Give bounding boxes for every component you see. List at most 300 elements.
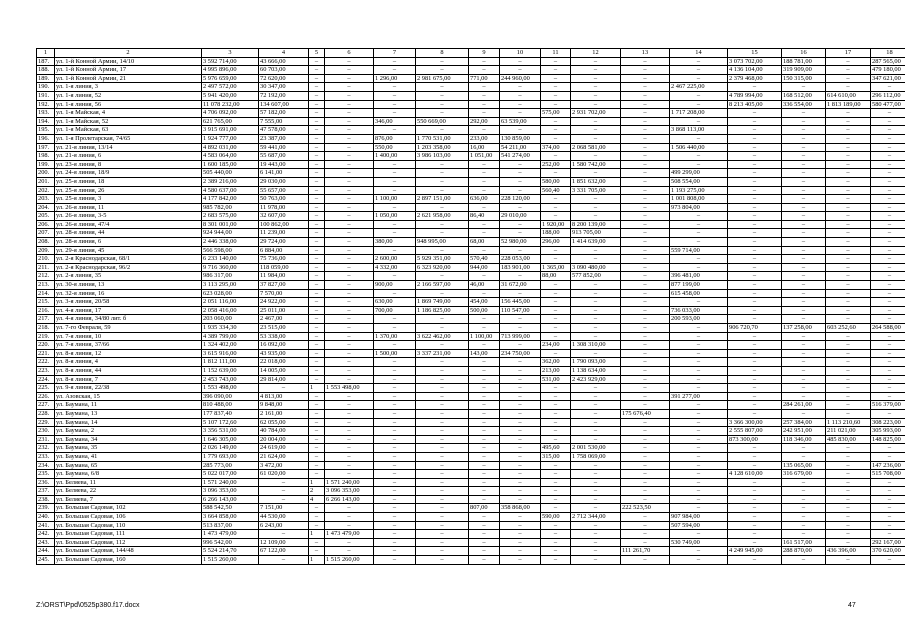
table-cell: – bbox=[571, 504, 621, 513]
table-cell: 23 387,00 bbox=[259, 134, 309, 143]
table-cell: 1 935 334,30 bbox=[202, 324, 259, 333]
table-cell: – bbox=[541, 195, 571, 204]
table-cell: – bbox=[670, 401, 728, 410]
table-cell: 224. bbox=[37, 375, 55, 384]
table-cell: – bbox=[670, 152, 728, 161]
table-cell: – bbox=[670, 409, 728, 418]
table-cell: – bbox=[728, 160, 782, 169]
table-cell: – bbox=[325, 229, 374, 238]
table-cell: – bbox=[826, 195, 871, 204]
table-cell: – bbox=[469, 478, 500, 487]
table-cell: – bbox=[571, 134, 621, 143]
table-cell: – bbox=[571, 461, 621, 470]
table-cell: – bbox=[500, 427, 541, 436]
table-cell: 233. bbox=[37, 452, 55, 461]
table-cell: – bbox=[416, 177, 469, 186]
table-cell: – bbox=[826, 521, 871, 530]
table-cell: – bbox=[782, 366, 826, 375]
table-cell: – bbox=[826, 177, 871, 186]
table-cell: – bbox=[782, 272, 826, 281]
table-cell: – bbox=[871, 160, 905, 169]
table-cell: 221. bbox=[37, 349, 55, 358]
table-cell: – bbox=[728, 358, 782, 367]
table-cell: 1 365,00 bbox=[541, 263, 571, 272]
table-cell: 3 113 295,00 bbox=[202, 281, 259, 290]
table-cell: – bbox=[571, 487, 621, 496]
table-cell: – bbox=[541, 117, 571, 126]
table-cell: 200. bbox=[37, 169, 55, 178]
table-cell: – bbox=[469, 126, 500, 135]
table-cell: – bbox=[309, 538, 325, 547]
table-cell: 252,00 bbox=[541, 160, 571, 169]
table-cell: – bbox=[309, 332, 325, 341]
table-cell: 9 848,00 bbox=[259, 401, 309, 410]
table-cell: – bbox=[374, 375, 416, 384]
table-cell: 2 058 416,00 bbox=[202, 306, 259, 315]
table-cell: – bbox=[826, 470, 871, 479]
table-cell: ул. 29-я линия, 45 bbox=[55, 246, 202, 255]
table-cell: – bbox=[670, 366, 728, 375]
table-cell: – bbox=[416, 530, 469, 539]
table-cell: 986 317,00 bbox=[202, 272, 259, 281]
table-cell: 183 901,00 bbox=[500, 263, 541, 272]
table-cell: – bbox=[500, 444, 541, 453]
table-cell: – bbox=[782, 255, 826, 264]
table-cell: ул. 23-я линия, 8 bbox=[55, 160, 202, 169]
table-cell: – bbox=[871, 255, 905, 264]
table-cell: – bbox=[871, 289, 905, 298]
table-cell: – bbox=[374, 401, 416, 410]
table-cell: – bbox=[309, 418, 325, 427]
table-cell: 1 812 111,00 bbox=[202, 358, 259, 367]
table-cell: – bbox=[469, 547, 500, 556]
table-cell: 4 bbox=[309, 495, 325, 504]
table-cell: – bbox=[571, 91, 621, 100]
table-cell: – bbox=[728, 83, 782, 92]
table-cell: 1 779 693,00 bbox=[202, 452, 259, 461]
table-cell: – bbox=[325, 461, 374, 470]
table-cell: 111 261,70 bbox=[621, 547, 670, 556]
table-cell: – bbox=[728, 366, 782, 375]
table-cell: 20 004,00 bbox=[259, 435, 309, 444]
table-cell: – bbox=[621, 418, 670, 427]
table-cell: 4 177 842,00 bbox=[202, 195, 259, 204]
table-cell: – bbox=[728, 384, 782, 393]
table-cell: – bbox=[621, 238, 670, 247]
table-cell: – bbox=[309, 547, 325, 556]
table-cell: 161 517,00 bbox=[782, 538, 826, 547]
table-cell: 6 141,00 bbox=[259, 169, 309, 178]
table-cell: – bbox=[728, 401, 782, 410]
table-cell: – bbox=[571, 169, 621, 178]
table-cell: – bbox=[541, 100, 571, 109]
table-cell: – bbox=[309, 229, 325, 238]
header-cell: 14 bbox=[670, 49, 728, 58]
table-cell: 2 166 597,00 bbox=[416, 281, 469, 290]
table-cell: – bbox=[871, 152, 905, 161]
table-cell: – bbox=[374, 246, 416, 255]
table-cell: – bbox=[871, 332, 905, 341]
table-cell: ул. Баумана, 11 bbox=[55, 401, 202, 410]
table-cell: – bbox=[621, 366, 670, 375]
table-cell: – bbox=[469, 169, 500, 178]
table-cell: – bbox=[871, 513, 905, 522]
table-cell: – bbox=[871, 478, 905, 487]
table-cell: 1 bbox=[309, 556, 325, 565]
table-cell: – bbox=[541, 487, 571, 496]
table-cell: 973 804,00 bbox=[670, 203, 728, 212]
table-cell: – bbox=[621, 177, 670, 186]
table-cell: – bbox=[325, 341, 374, 350]
table-cell: 61 020,00 bbox=[259, 470, 309, 479]
table-cell: – bbox=[728, 272, 782, 281]
table-cell: – bbox=[309, 392, 325, 401]
table-cell: – bbox=[826, 530, 871, 539]
table-cell: 110 547,00 bbox=[500, 306, 541, 315]
table-cell: 1 553 498,00 bbox=[325, 384, 374, 393]
table-cell: 55 657,00 bbox=[259, 186, 309, 195]
table-cell: – bbox=[571, 392, 621, 401]
table-cell: – bbox=[871, 375, 905, 384]
table-cell: – bbox=[416, 57, 469, 66]
table-cell: 580,00 bbox=[541, 177, 571, 186]
table-cell: – bbox=[728, 513, 782, 522]
table-cell: – bbox=[621, 341, 670, 350]
table-cell: – bbox=[309, 238, 325, 247]
table-cell: – bbox=[728, 332, 782, 341]
table-cell: 900,00 bbox=[374, 281, 416, 290]
table-cell: 396 481,00 bbox=[670, 272, 728, 281]
table-cell: – bbox=[871, 220, 905, 229]
header-cell: 13 bbox=[621, 49, 670, 58]
table-cell: ул. 8-я линия, 44 bbox=[55, 366, 202, 375]
table-cell: 2 931 702,00 bbox=[571, 109, 621, 118]
data-table bbox=[36, 48, 905, 565]
table-cell: – bbox=[500, 83, 541, 92]
table-cell: – bbox=[728, 126, 782, 135]
table-cell: – bbox=[469, 289, 500, 298]
table-cell: – bbox=[416, 229, 469, 238]
table-cell: 86,40 bbox=[469, 212, 500, 221]
table-row bbox=[37, 169, 905, 178]
table-cell: ул. 1-й Конной Армии, 17 bbox=[55, 66, 202, 75]
table-cell: ул. 25-я линия, 18 bbox=[55, 177, 202, 186]
table-cell: – bbox=[541, 281, 571, 290]
table-cell: 236. bbox=[37, 478, 55, 487]
table-cell: – bbox=[621, 332, 670, 341]
table-cell: – bbox=[670, 238, 728, 247]
table-cell: 188. bbox=[37, 66, 55, 75]
table-cell: 29 030,00 bbox=[259, 177, 309, 186]
table-cell: 16 092,00 bbox=[259, 341, 309, 350]
table-cell: – bbox=[416, 366, 469, 375]
table-cell: – bbox=[500, 366, 541, 375]
table-cell: – bbox=[571, 74, 621, 83]
table-cell: – bbox=[728, 281, 782, 290]
table-cell: – bbox=[782, 487, 826, 496]
table-cell: – bbox=[416, 521, 469, 530]
table-cell: – bbox=[541, 91, 571, 100]
table-cell: – bbox=[500, 246, 541, 255]
table-cell: – bbox=[309, 117, 325, 126]
table-cell: – bbox=[309, 134, 325, 143]
table-row bbox=[37, 521, 905, 530]
table-cell: 30 347,00 bbox=[259, 83, 309, 92]
table-cell: – bbox=[571, 117, 621, 126]
table-cell: ул. 3-я линия, 20/58 bbox=[55, 298, 202, 307]
table-cell: 2 423 929,00 bbox=[571, 375, 621, 384]
table-cell: – bbox=[325, 186, 374, 195]
header-cell: 10 bbox=[500, 49, 541, 58]
table-cell: – bbox=[325, 212, 374, 221]
table-cell: 1 186 825,00 bbox=[416, 306, 469, 315]
table-row bbox=[37, 384, 905, 393]
table-cell: ул. 25-я линия, 3 bbox=[55, 195, 202, 204]
table-row bbox=[37, 530, 905, 539]
table-cell: – bbox=[871, 134, 905, 143]
table-cell: – bbox=[621, 452, 670, 461]
table-cell: – bbox=[826, 66, 871, 75]
table-cell: – bbox=[670, 229, 728, 238]
table-cell: – bbox=[621, 134, 670, 143]
header-cell: 5 bbox=[309, 49, 325, 58]
table-cell: – bbox=[782, 384, 826, 393]
table-cell: – bbox=[621, 401, 670, 410]
table-cell: 11 239,00 bbox=[259, 229, 309, 238]
table-cell: – bbox=[871, 126, 905, 135]
header-cell: 17 bbox=[826, 49, 871, 58]
table-cell: – bbox=[670, 332, 728, 341]
table-cell: – bbox=[541, 255, 571, 264]
table-cell: – bbox=[416, 83, 469, 92]
table-cell: 194. bbox=[37, 117, 55, 126]
table-cell: – bbox=[571, 246, 621, 255]
table-cell: – bbox=[670, 160, 728, 169]
table-row bbox=[37, 556, 905, 565]
table-cell: 11 978,00 bbox=[259, 203, 309, 212]
table-cell: 191. bbox=[37, 91, 55, 100]
table-cell: 240. bbox=[37, 513, 55, 522]
table-cell: – bbox=[469, 203, 500, 212]
table-cell: – bbox=[826, 229, 871, 238]
table-cell: – bbox=[469, 109, 500, 118]
table-cell: – bbox=[541, 298, 571, 307]
table-cell: ул. 1-я Пролетарская, 74/65 bbox=[55, 134, 202, 143]
table-cell: 559 714,00 bbox=[670, 246, 728, 255]
table-cell: – bbox=[309, 452, 325, 461]
table-cell: – bbox=[541, 384, 571, 393]
table-cell: – bbox=[871, 109, 905, 118]
table-cell: 1 580 742,00 bbox=[571, 160, 621, 169]
table-cell: 1 050,00 bbox=[374, 212, 416, 221]
table-cell: – bbox=[469, 495, 500, 504]
table-cell: ул. 7-я линия, 37/66 bbox=[55, 341, 202, 350]
table-cell: – bbox=[826, 444, 871, 453]
table-cell: 215. bbox=[37, 298, 55, 307]
table-cell: 29 814,00 bbox=[259, 375, 309, 384]
table-cell: 4 249 945,00 bbox=[728, 547, 782, 556]
table-cell: – bbox=[374, 452, 416, 461]
table-cell: – bbox=[782, 109, 826, 118]
table-cell: 213. bbox=[37, 281, 55, 290]
table-cell: ул. Баумана, 6/8 bbox=[55, 470, 202, 479]
table-cell: – bbox=[826, 504, 871, 513]
table-cell: – bbox=[541, 418, 571, 427]
table-cell: – bbox=[871, 195, 905, 204]
table-cell: – bbox=[826, 255, 871, 264]
table-cell: ул. 28-я линия, 6 bbox=[55, 238, 202, 247]
table-cell: – bbox=[670, 556, 728, 565]
table-cell: – bbox=[416, 470, 469, 479]
table-cell: – bbox=[871, 238, 905, 247]
table-cell: – bbox=[782, 521, 826, 530]
table-cell: – bbox=[374, 547, 416, 556]
table-cell: – bbox=[871, 521, 905, 530]
table-cell: – bbox=[871, 212, 905, 221]
table-cell: ул. Баумана, 14 bbox=[55, 418, 202, 427]
table-cell: – bbox=[416, 289, 469, 298]
table-cell: – bbox=[871, 263, 905, 272]
table-cell: 621 765,00 bbox=[202, 117, 259, 126]
table-cell: – bbox=[325, 57, 374, 66]
table-cell: – bbox=[309, 177, 325, 186]
table-cell: – bbox=[416, 513, 469, 522]
table-cell: 226. bbox=[37, 392, 55, 401]
table-cell: – bbox=[782, 83, 826, 92]
table-cell: – bbox=[500, 324, 541, 333]
table-cell: – bbox=[826, 556, 871, 565]
table-cell: – bbox=[670, 74, 728, 83]
table-cell: 220. bbox=[37, 341, 55, 350]
table-cell: – bbox=[782, 246, 826, 255]
table-cell: 2 467,00 bbox=[259, 315, 309, 324]
table-cell: ул. Большая Садовая, 106 bbox=[55, 513, 202, 522]
table-cell: – bbox=[416, 169, 469, 178]
table-cell: – bbox=[416, 538, 469, 547]
table-cell: – bbox=[826, 126, 871, 135]
table-cell: ул. 24-я линия, 18/9 bbox=[55, 169, 202, 178]
table-row bbox=[37, 341, 905, 350]
table-cell: 177 837,40 bbox=[202, 409, 259, 418]
table-cell: 4 583 064,00 bbox=[202, 152, 259, 161]
table-cell: – bbox=[500, 220, 541, 229]
table-cell: – bbox=[621, 384, 670, 393]
table-cell: 3 331 705,00 bbox=[571, 186, 621, 195]
table-cell: – bbox=[374, 470, 416, 479]
table-cell: – bbox=[309, 220, 325, 229]
table-cell: – bbox=[571, 255, 621, 264]
table-cell: 54 211,00 bbox=[500, 143, 541, 152]
table-cell: 8 200 139,00 bbox=[571, 220, 621, 229]
table-cell: – bbox=[309, 83, 325, 92]
table-cell: 3 090 480,00 bbox=[571, 263, 621, 272]
table-cell: ул. Баумана, 65 bbox=[55, 461, 202, 470]
table-cell: ул. Баумана, 2 bbox=[55, 427, 202, 436]
table-cell: 16,00 bbox=[469, 143, 500, 152]
table-cell: – bbox=[826, 83, 871, 92]
table-cell: 6 266 143,00 bbox=[325, 495, 374, 504]
table-cell: – bbox=[500, 409, 541, 418]
table-cell: – bbox=[500, 435, 541, 444]
table-cell: 239. bbox=[37, 504, 55, 513]
table-cell: 6 884,00 bbox=[259, 246, 309, 255]
table-cell: – bbox=[826, 263, 871, 272]
table-cell: 588 542,50 bbox=[202, 504, 259, 513]
table-cell: ул. 4-я линия, 17 bbox=[55, 306, 202, 315]
table-cell: – bbox=[541, 152, 571, 161]
table-cell: – bbox=[325, 324, 374, 333]
table-cell: – bbox=[374, 220, 416, 229]
table-cell: 242 951,00 bbox=[782, 427, 826, 436]
table-cell: – bbox=[541, 126, 571, 135]
table-cell: 996 542,00 bbox=[202, 538, 259, 547]
table-row bbox=[37, 358, 905, 367]
table-cell: 531,00 bbox=[541, 375, 571, 384]
table-cell: 227. bbox=[37, 401, 55, 410]
table-cell: ул. 1-я Майская, 63 bbox=[55, 126, 202, 135]
table-cell: 3 356 531,00 bbox=[202, 427, 259, 436]
table-cell: 550,00 bbox=[374, 143, 416, 152]
table-cell: 1 400,00 bbox=[374, 152, 416, 161]
table-cell: 1 500,00 bbox=[374, 349, 416, 358]
table-cell: 200 593,00 bbox=[670, 315, 728, 324]
table-cell: – bbox=[621, 461, 670, 470]
table-cell: – bbox=[728, 556, 782, 565]
table-row bbox=[37, 504, 905, 513]
table-row bbox=[37, 83, 905, 92]
table-cell: – bbox=[728, 117, 782, 126]
table-cell: 560,40 bbox=[541, 186, 571, 195]
table-cell: 1 324 402,00 bbox=[202, 341, 259, 350]
header-cell: 7 bbox=[374, 49, 416, 58]
table-cell: 4 706 092,00 bbox=[202, 109, 259, 118]
table-cell: – bbox=[541, 461, 571, 470]
table-cell: – bbox=[374, 169, 416, 178]
table-cell: 3 615 916,00 bbox=[202, 349, 259, 358]
table-cell: – bbox=[325, 255, 374, 264]
table-cell: – bbox=[374, 358, 416, 367]
table-cell: – bbox=[782, 117, 826, 126]
table-cell: – bbox=[871, 341, 905, 350]
table-cell: 1 851 632,00 bbox=[571, 177, 621, 186]
table-cell: 630,00 bbox=[374, 298, 416, 307]
table-cell: 1 370,00 bbox=[374, 332, 416, 341]
table-cell: 137 258,00 bbox=[782, 324, 826, 333]
table-row bbox=[37, 229, 905, 238]
table-cell: 3 986 103,00 bbox=[416, 152, 469, 161]
table-cell: – bbox=[621, 324, 670, 333]
table-cell: – bbox=[826, 315, 871, 324]
table-cell: – bbox=[541, 556, 571, 565]
table-cell: – bbox=[500, 91, 541, 100]
table-cell: – bbox=[670, 100, 728, 109]
table-cell: – bbox=[374, 427, 416, 436]
table-cell: – bbox=[871, 298, 905, 307]
table-cell: 222 523,50 bbox=[621, 504, 670, 513]
table-cell: – bbox=[469, 470, 500, 479]
table-cell: – bbox=[871, 83, 905, 92]
table-cell: 913 705,00 bbox=[571, 229, 621, 238]
table-cell: 876,00 bbox=[374, 134, 416, 143]
table-cell: 8 301 001,00 bbox=[202, 220, 259, 229]
table-cell: 948 995,00 bbox=[416, 238, 469, 247]
table-cell: – bbox=[782, 315, 826, 324]
table-cell: 57 182,00 bbox=[259, 109, 309, 118]
table-cell: 1 193 275,00 bbox=[670, 186, 728, 195]
table-cell: 197. bbox=[37, 143, 55, 152]
table-cell: – bbox=[728, 143, 782, 152]
table-cell: – bbox=[728, 246, 782, 255]
